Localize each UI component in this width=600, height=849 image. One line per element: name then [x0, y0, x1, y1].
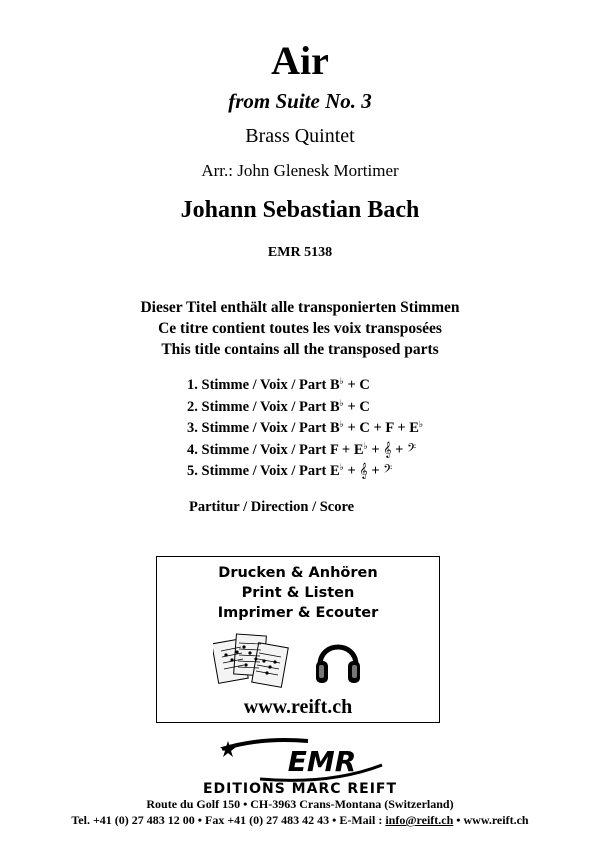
part-row-2: [187, 397, 423, 419]
treble-clef-icon: 𝄞: [359, 463, 368, 479]
part-keys: B♭ + C + F + E♭: [329, 419, 424, 436]
promo-line-de: Drucken & Anhören: [218, 565, 378, 581]
publisher-name: EDITIONS MARC REIFT: [202, 781, 398, 795]
promo-box: [156, 556, 440, 723]
page-title: Air: [271, 38, 329, 83]
part-keys: F + E♭ + 𝄞 + 𝄢: [329, 440, 417, 458]
headphones-icon: [313, 631, 363, 691]
part-row-4: [187, 440, 423, 462]
transposition-note-en: This title contains all the transposed parts: [161, 341, 439, 358]
part-keys: B♭ + C: [329, 376, 370, 393]
promo-line-en: Print & Listen: [241, 585, 355, 601]
part-keys: E♭ + 𝄞 + 𝄢: [329, 462, 393, 479]
contact-website[interactable]: • www.reift.ch: [453, 813, 529, 827]
transposition-notes: [0, 297, 600, 360]
publisher-address: Route du Golf 150 • CH-3963 Crans-Montana (Switzerland): [146, 797, 454, 811]
treble-clef-icon: 𝄞: [383, 441, 392, 458]
flat-icon: ♭: [339, 419, 344, 429]
part-label: 5. Stimme / Voix / Part: [187, 463, 327, 479]
promo-url-link[interactable]: www.reift.ch: [243, 696, 353, 718]
part-label: 3. Stimme / Voix / Part: [187, 420, 327, 436]
publisher-logo: [200, 735, 400, 795]
bass-clef-icon: 𝄢: [407, 441, 417, 458]
catalog-number: EMR 5138: [267, 245, 333, 260]
subtitle: from Suite No. 3: [228, 89, 372, 113]
composer: Johann Sebastian Bach: [180, 197, 420, 223]
flat-icon: ♭: [339, 462, 344, 472]
transposition-note-fr: Ce titre contient toutes les voix transposées: [158, 320, 442, 337]
ensemble: Brass Quintet: [245, 125, 355, 147]
sheet-music-icon: [213, 631, 289, 695]
flat-icon: ♭: [363, 440, 368, 451]
flat-icon: ♭: [339, 376, 344, 386]
score-line: Partitur / Direction / Score: [189, 499, 355, 515]
transposition-note-de: Dieser Titel enthält alle transponierten Stimmen: [140, 299, 460, 316]
publisher-contact: [0, 813, 600, 828]
part-label: 4. Stimme / Voix / Part: [187, 441, 327, 458]
part-label: 2. Stimme / Voix / Part: [187, 398, 327, 415]
parts-list: [187, 375, 423, 483]
promo-line-fr: Imprimer & Ecouter: [217, 605, 379, 621]
part-keys: B♭ + C: [329, 397, 370, 415]
contact-email-link[interactable]: info@reift.ch: [385, 813, 454, 827]
part-row-3: [187, 418, 423, 440]
arranger: Arr.: John Glenesk Mortimer: [201, 161, 399, 180]
contact-phone-fax: Tel. +41 (0) 27 483 12 00 • Fax +41 (0) 27 483 42 43 • E-Mail :: [71, 813, 386, 827]
bass-clef-icon: 𝄢: [383, 463, 393, 479]
logo-text: EMR: [287, 745, 357, 778]
part-label: 1. Stimme / Voix / Part: [187, 377, 327, 393]
flat-icon: ♭: [418, 419, 424, 429]
part-row-5: [187, 461, 423, 483]
flat-icon: ♭: [339, 397, 344, 408]
part-row-1: [187, 375, 423, 397]
